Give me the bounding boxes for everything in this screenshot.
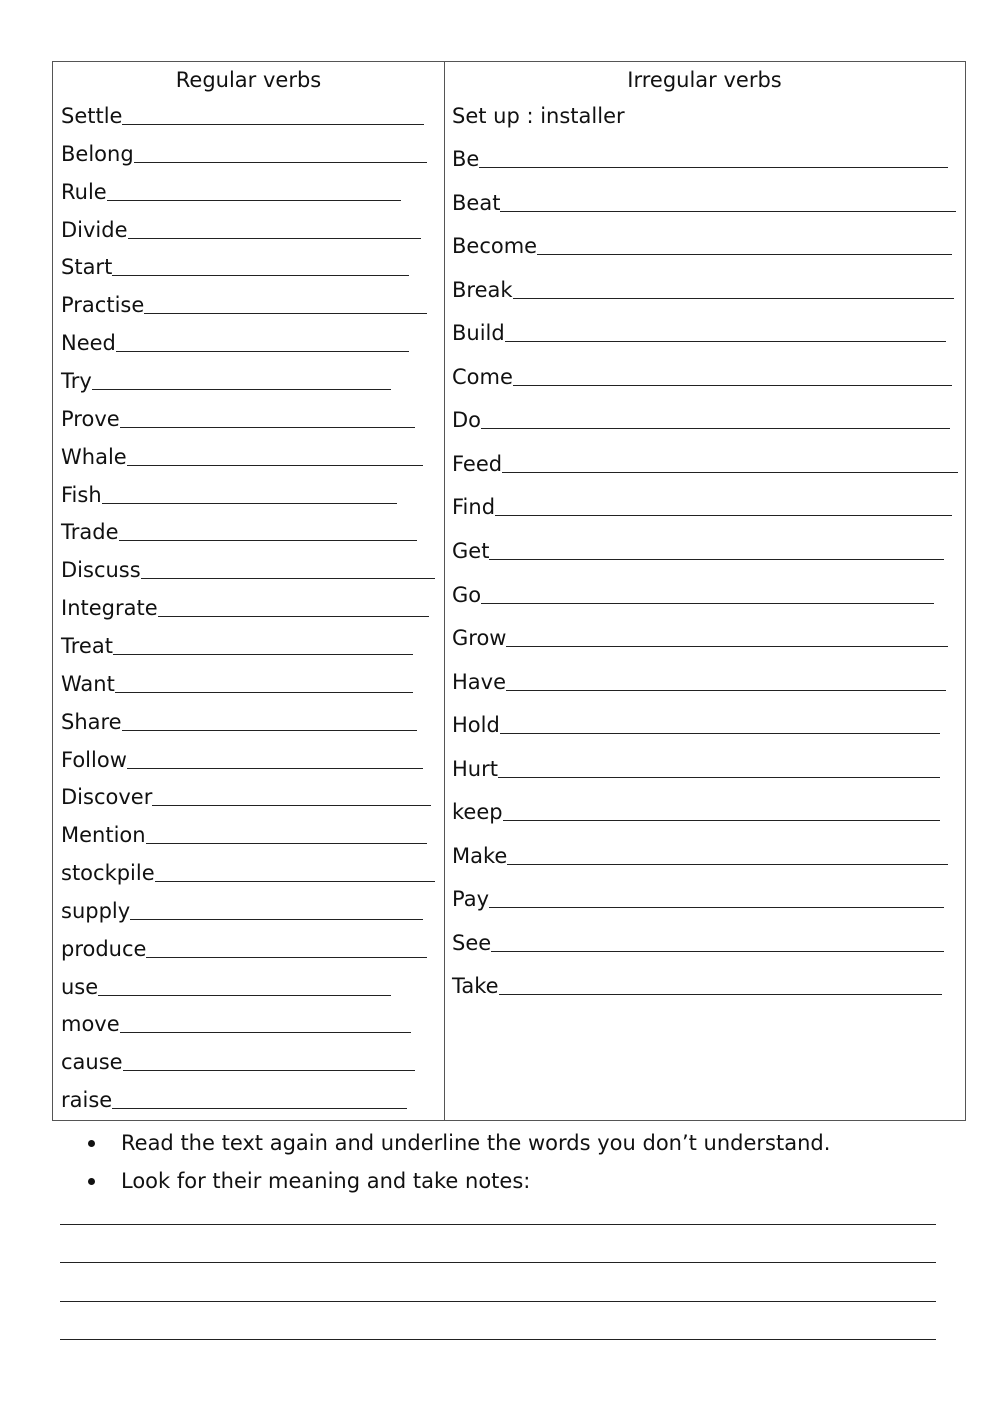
regular-verb-row [61,288,427,318]
regular-verb-label: Start [61,255,113,280]
instruction-text: Read the text again and underline the words you don’t understand. [121,1131,831,1155]
regular-verb-label: Integrate [61,596,158,620]
bullet-dot-icon [88,1178,95,1185]
irregular-answer-blank[interactable] [503,820,940,821]
regular-verb-row [61,515,417,545]
irregular-example-text: Set up : installer [452,104,625,128]
irregular-answer-blank[interactable] [506,690,946,691]
irregular-answer-blank[interactable] [513,385,952,386]
irregular-verb-row [452,926,944,956]
regular-answer-blank[interactable] [130,919,423,920]
regular-answer-blank[interactable] [122,124,424,125]
regular-verb-label: Follow [61,747,127,772]
regular-answer-blank[interactable] [120,1032,411,1033]
regular-answer-blank[interactable] [112,275,409,276]
irregular-verb-label: Do [452,408,482,433]
irregular-answer-blank[interactable] [500,211,956,212]
irregular-verb-label: Become [452,234,538,259]
irregular-verbs-column [444,62,965,1120]
regular-verb-label: Discover [61,785,153,810]
regular-answer-blank[interactable] [127,768,423,769]
irregular-verb-label: Hold [452,713,500,738]
irregular-verb-label: Have [452,669,507,694]
irregular-verb-row [452,795,940,825]
irregular-answer-blank[interactable] [489,559,944,560]
verbs-table [52,61,966,1121]
irregular-verb-row [452,142,948,172]
regular-verb-label: Settle [61,104,123,128]
regular-answer-blank[interactable] [102,503,397,504]
regular-answer-blank[interactable] [120,427,415,428]
regular-verb-row [61,478,397,508]
regular-answer-blank[interactable] [134,162,427,163]
regular-verb-label: Prove [61,406,120,431]
irregular-verb-row [452,186,956,216]
irregular-verb-label: Feed [452,451,503,476]
irregular-verb-row [452,665,946,695]
regular-answer-blank[interactable] [144,313,427,314]
regular-verb-label: Want [61,671,115,696]
irregular-answer-blank[interactable] [479,167,948,168]
regular-answer-blank[interactable] [115,692,413,693]
irregular-verb-row [452,447,958,477]
irregular-verb-label: keep [452,800,503,825]
regular-verb-label: Need [61,331,116,356]
irregular-answer-blank[interactable] [505,341,946,342]
regular-verb-row [61,932,427,962]
irregular-verb-row [452,621,948,651]
regular-verb-label: Try [61,368,92,393]
regular-verb-label: Discuss [61,558,141,583]
regular-verb-label: Share [61,709,122,734]
irregular-answer-blank[interactable] [513,298,954,299]
regular-verb-label: stockpile [61,861,155,885]
irregular-verbs-header: Irregular verbs [627,68,782,92]
irregular-answer-blank[interactable] [481,603,934,604]
irregular-verb-label: Break [452,277,513,302]
regular-answer-blank[interactable] [127,465,423,466]
irregular-verb-row [452,882,944,912]
regular-answer-blank[interactable] [128,238,421,239]
irregular-verb-label: Be [452,147,480,171]
regular-verb-label: Rule [61,179,107,204]
regular-verb-label: supply [61,898,131,923]
irregular-answer-blank[interactable] [481,428,950,429]
regular-verb-label: Whale [61,444,127,469]
irregular-verb-row [452,534,944,564]
regular-verb-row [61,780,431,810]
regular-answer-blank[interactable] [113,654,413,655]
regular-answer-blank[interactable] [112,1108,407,1109]
irregular-answer-blank[interactable] [495,515,952,516]
irregular-answer-blank[interactable] [491,951,944,952]
regular-verb-label: Divide [61,217,128,242]
regular-answer-blank[interactable] [146,957,427,958]
regular-answer-blank[interactable] [119,540,418,541]
irregular-verb-row [452,752,940,782]
regular-verb-row [61,250,409,280]
regular-verb-row [61,99,424,129]
note-line[interactable] [60,1186,936,1225]
regular-verb-row [61,591,429,621]
irregular-example [452,99,625,129]
irregular-answer-blank[interactable] [506,646,948,647]
regular-verb-row [61,364,391,394]
instruction-text: Look for their meaning and take notes: [121,1169,531,1193]
regular-verb-label: Mention [61,823,146,848]
regular-verb-row [61,213,421,243]
irregular-verb-row [452,969,942,999]
irregular-verb-label: Come [452,364,513,389]
irregular-verb-label: Make [452,843,508,868]
regular-verb-row [61,175,401,205]
regular-answer-blank[interactable] [122,730,417,731]
irregular-verb-label: See [452,930,492,955]
regular-verb-label: cause [61,1050,123,1075]
irregular-verb-label: Take [452,974,499,999]
regular-answer-blank[interactable] [158,616,429,617]
regular-verb-label: Practise [61,293,145,318]
irregular-answer-blank[interactable] [499,994,942,995]
regular-verb-label: raise [61,1088,113,1113]
irregular-answer-blank[interactable] [498,777,940,778]
regular-verb-row [61,856,435,886]
irregular-answer-blank[interactable] [537,254,952,255]
irregular-verb-row [452,403,950,433]
regular-verb-label: produce [61,936,147,961]
regular-verb-label: Fish [61,482,102,507]
irregular-verb-label: Go [452,582,482,607]
regular-verb-label: move [61,1012,120,1037]
regular-verb-row [61,326,409,356]
irregular-verb-row [452,578,934,608]
irregular-verb-label: Beat [452,190,501,215]
regular-answer-blank[interactable] [98,995,391,996]
regular-verbs-header: Regular verbs [175,68,322,92]
regular-answer-blank[interactable] [141,578,435,579]
irregular-answer-blank[interactable] [489,907,944,908]
regular-verb-row [61,1083,407,1113]
regular-verb-label: Trade [61,520,119,545]
regular-verb-row [61,970,391,1000]
regular-answer-blank[interactable] [152,805,431,806]
irregular-verb-row [452,273,954,303]
irregular-answer-blank[interactable] [507,864,948,865]
irregular-verb-label: Build [452,321,505,346]
note-line[interactable] [60,1263,936,1302]
regular-answer-blank[interactable] [155,881,435,882]
regular-verb-row [61,894,423,924]
regular-verb-row [61,1045,415,1075]
regular-verb-row [61,137,427,167]
regular-verb-label: use [61,974,99,999]
irregular-verb-row [452,839,948,869]
regular-answer-blank[interactable] [146,843,427,844]
irregular-answer-blank[interactable] [500,733,940,734]
irregular-verb-label: Hurt [452,756,498,781]
irregular-verb-row [452,708,940,738]
irregular-verb-row [452,360,952,390]
regular-verb-row [61,629,413,659]
regular-verbs-column [53,62,445,1120]
regular-verb-label: Treat [61,633,113,658]
regular-answer-blank[interactable] [123,1070,415,1071]
regular-verb-row [61,743,423,773]
irregular-verb-row [452,229,952,259]
regular-verb-label: Belong [61,141,134,166]
irregular-answer-blank[interactable] [502,472,958,473]
note-line[interactable] [60,1225,936,1264]
irregular-verb-row [452,490,952,520]
irregular-verb-label: Get [452,538,490,563]
regular-verb-row [61,705,417,735]
bullet-dot-icon [88,1140,95,1147]
regular-verb-row [61,553,435,583]
regular-answer-blank[interactable] [107,200,401,201]
regular-verb-row [61,402,415,432]
irregular-verb-row [452,316,946,346]
regular-answer-blank[interactable] [92,389,391,390]
regular-answer-blank[interactable] [116,351,409,352]
note-line[interactable] [60,1302,936,1341]
irregular-verb-label: Grow [452,626,507,650]
regular-verb-row [61,440,423,470]
notes-area [60,1186,936,1340]
regular-verb-row [61,818,427,848]
regular-verb-row [61,667,413,697]
instruction-item [88,1124,830,1162]
irregular-verb-label: Find [452,495,496,520]
irregular-verb-label: Pay [452,887,490,912]
regular-verb-row [61,1007,411,1037]
